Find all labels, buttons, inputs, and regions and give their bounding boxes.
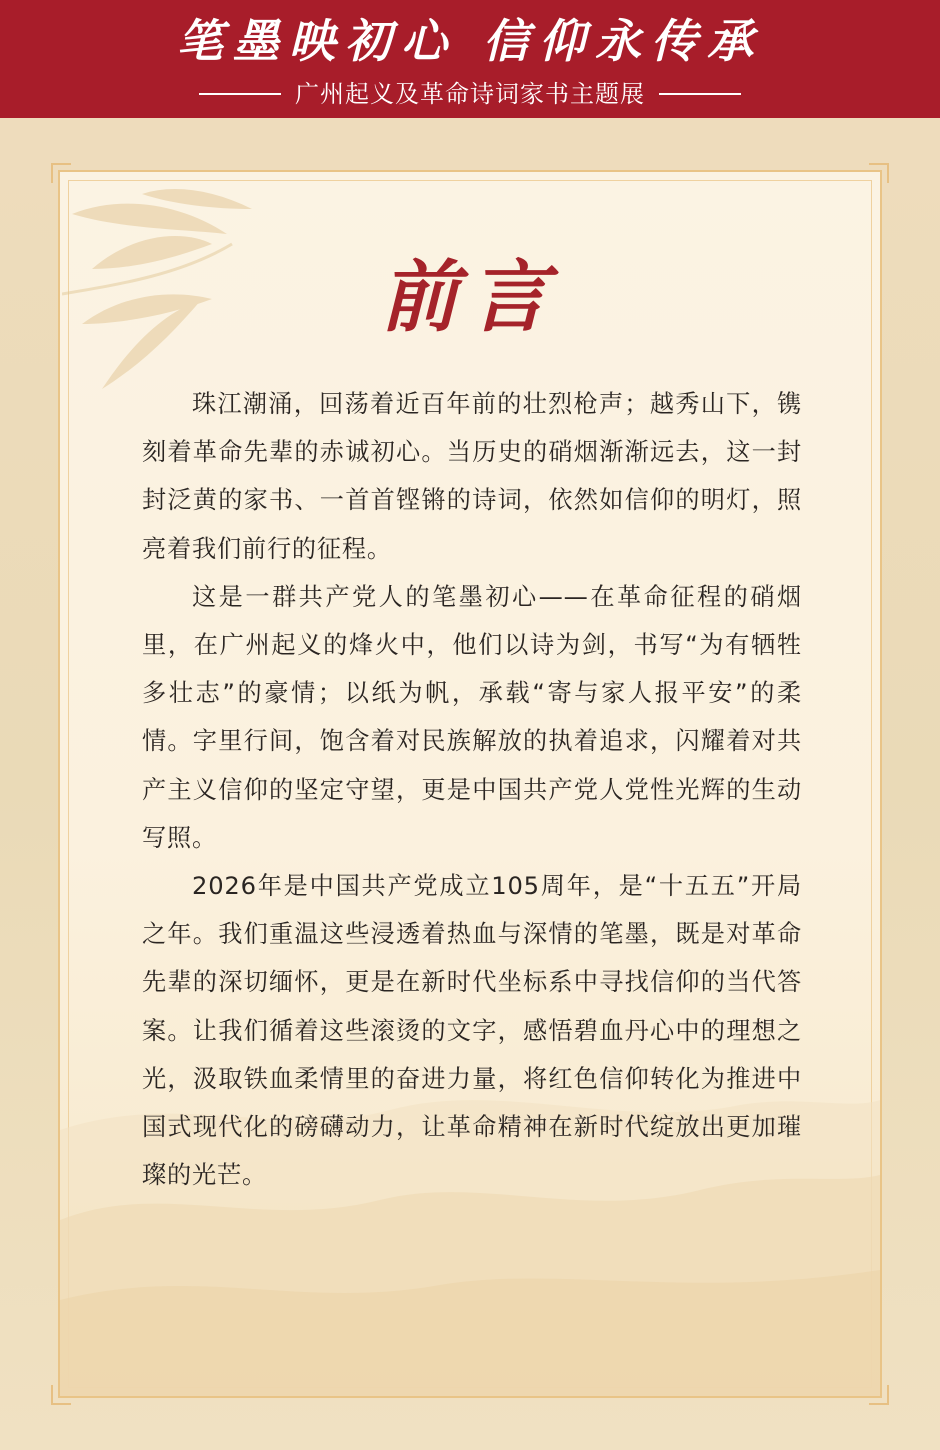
preface-body	[142, 380, 802, 1199]
preface-title: 前言	[379, 252, 560, 343]
subtitle-row	[0, 76, 940, 112]
subtitle-left-rule	[199, 93, 281, 95]
preface-paragraph-3: 2026年是中国共产党成立105周年，是“十五五”开局之年。我们重温这些浸透着热血与深情的笔墨，既是对革命先辈的深切缅怀，更是在新时代坐标系中寻找信仰的当代答案。让我们循着这些滚烫的文字，感悟碧血丹心中的理想之光，汲取铁血柔情里的奋进力量，将红色信仰转化为推进中国式现代化的磅礴动力，让革命精神在新时代绽放出更加璀璨的光芒。	[142, 872, 802, 1190]
exhibition-title: 笔墨映初心 信仰永传承	[176, 14, 763, 68]
preface-paragraph-1: 珠江潮涌，回荡着近百年前的壮烈枪声；越秀山下，镌刻着革命先辈的赤诚初心。当历史的硝烟渐渐远去，这一封封泛黄的家书、一首首铿锵的诗词，依然如信仰的明灯，照亮着我们前行的征程。	[142, 390, 802, 563]
subtitle-right-rule	[659, 93, 741, 95]
exhibition-subtitle: 广州起义及革命诗词家书主题展	[295, 80, 645, 108]
header-banner	[0, 0, 940, 118]
preface-paragraph-2: 这是一群共产党人的笔墨初心——在革命征程的硝烟里，在广州起义的烽火中，他们以诗为剑，书写“为有牺牲多壮志”的豪情；以纸为帆，承载“寄与家人报平安”的柔情。字里行间，饱含着对民族解放的执着追求，闪耀着对共产主义信仰的坚定守望，更是中国共产党人党性光辉的生动写照。	[142, 582, 802, 852]
corner-ornament-top-right	[869, 163, 889, 183]
